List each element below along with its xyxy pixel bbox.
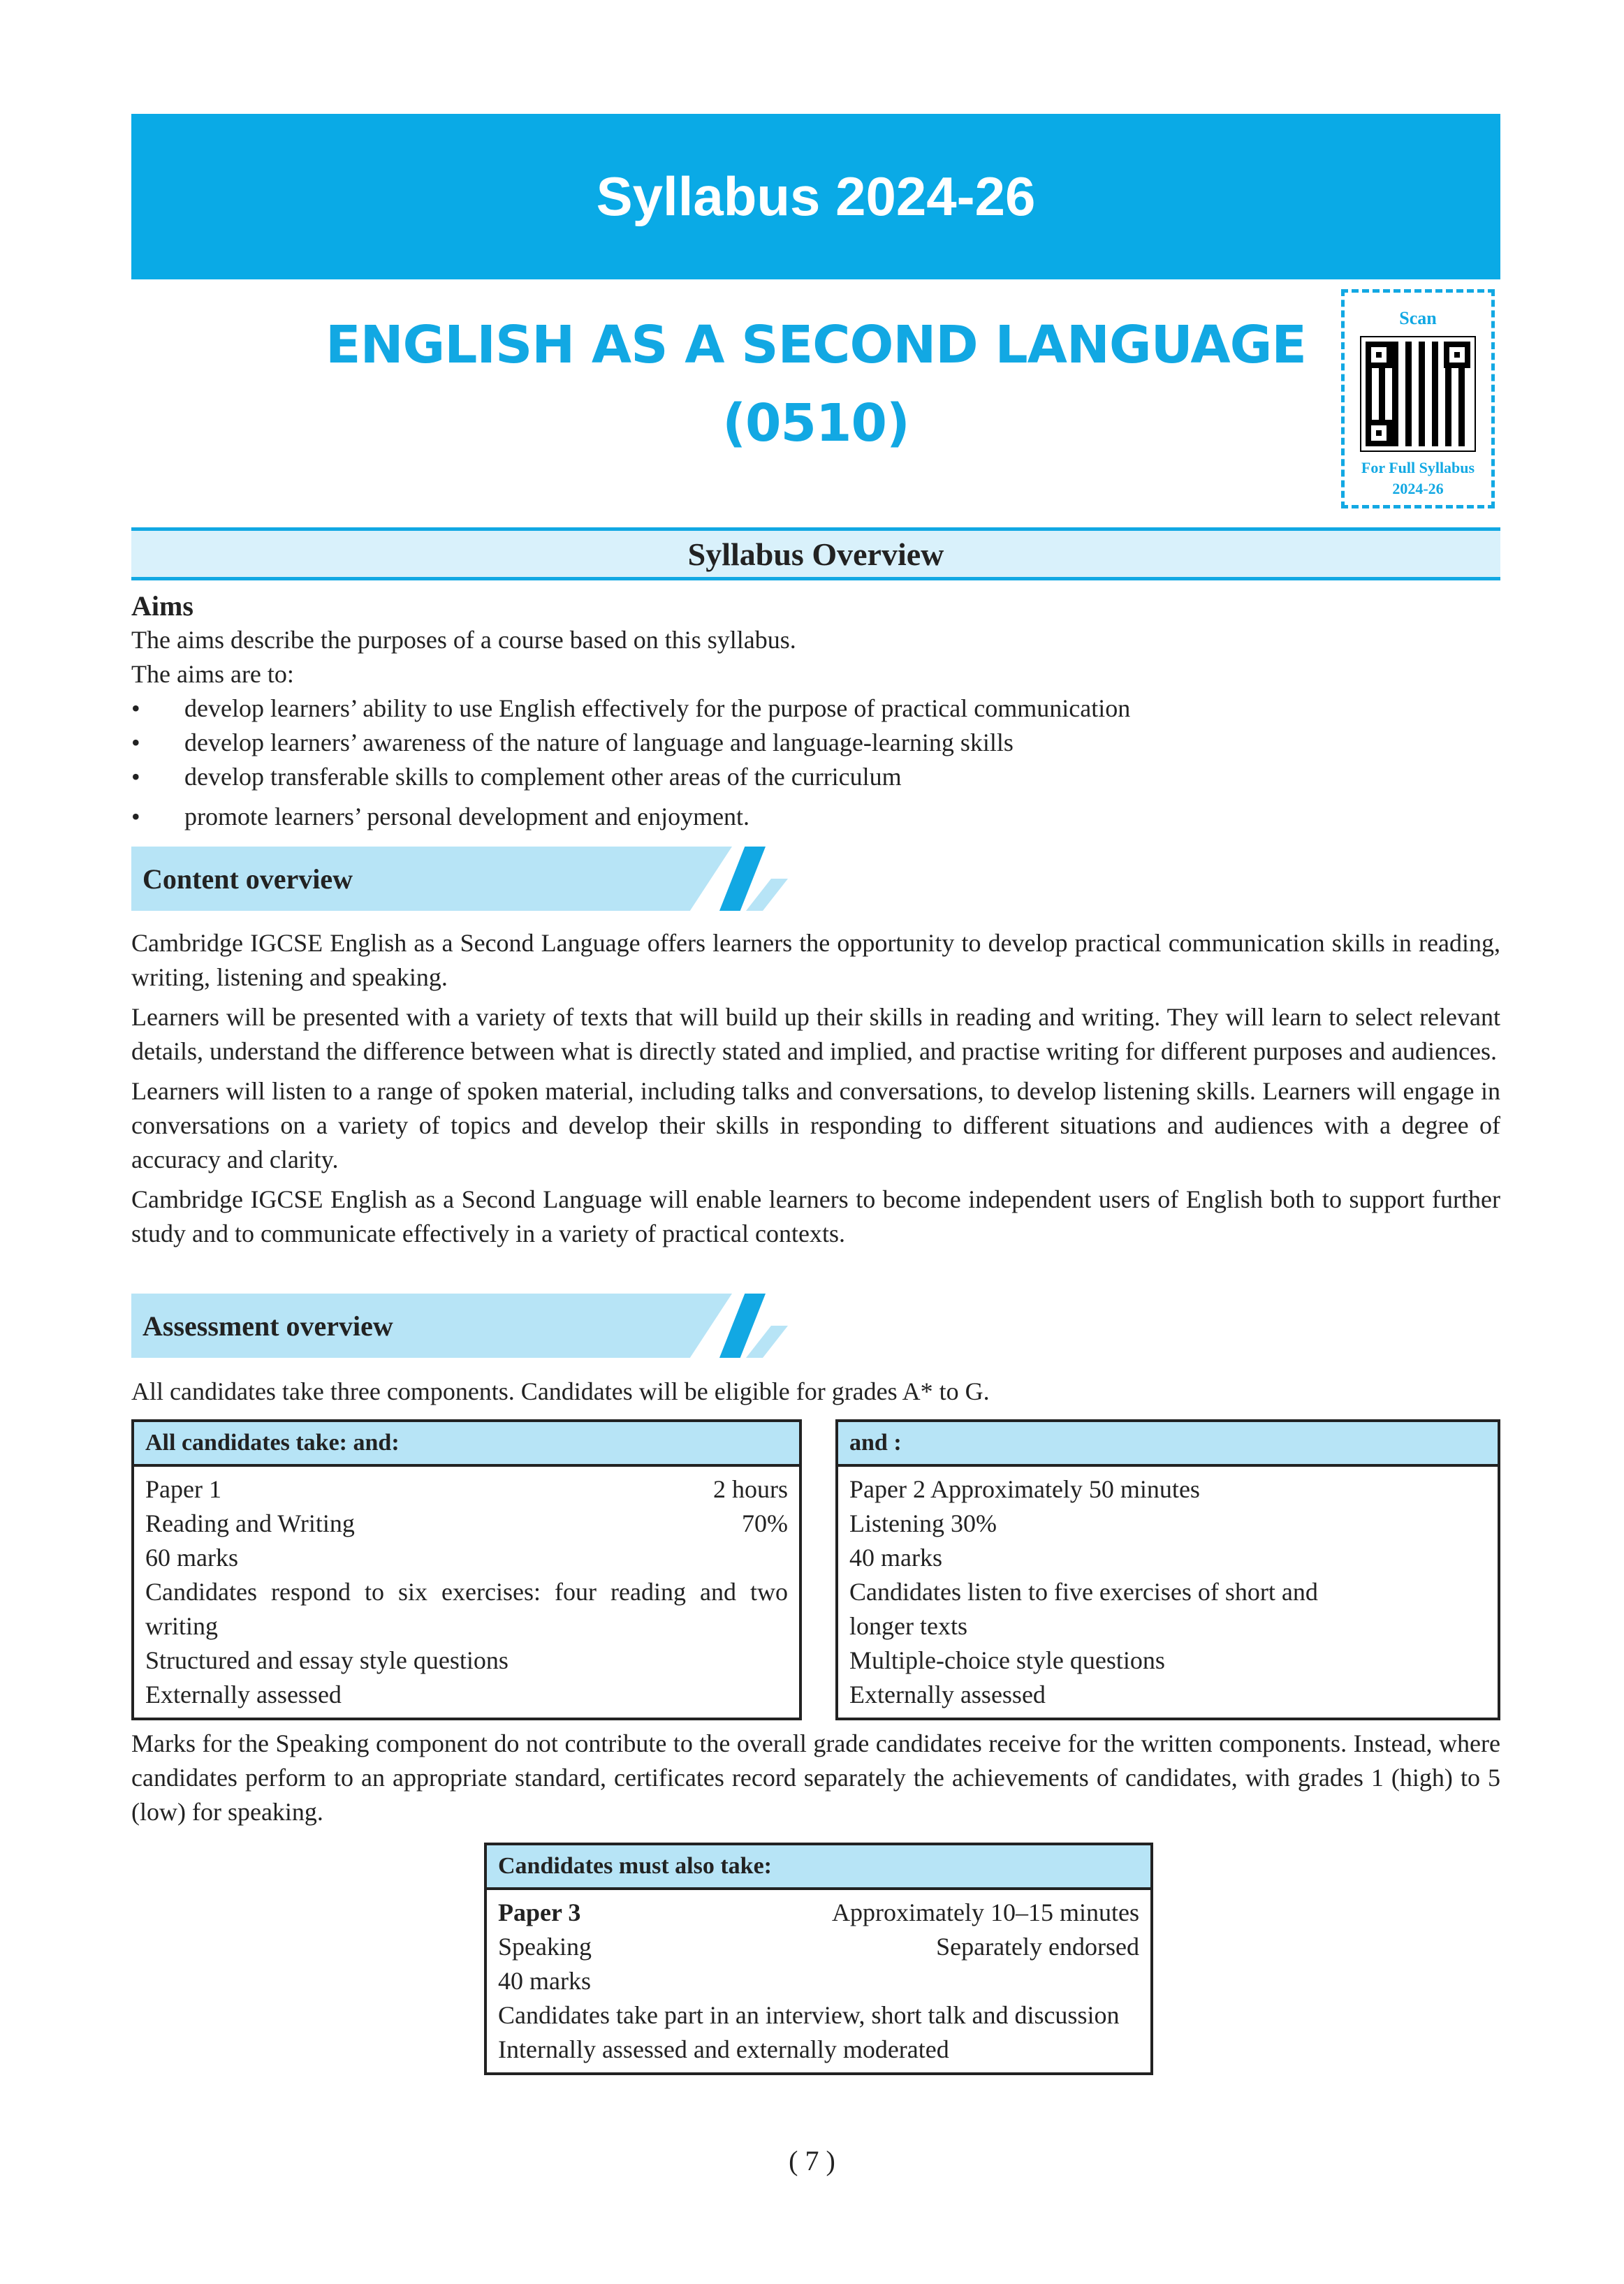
marks: 40 marks — [498, 1967, 591, 1995]
content-overview-heading — [131, 847, 788, 911]
assessment-intro: All candidates take three components. Candidates will be eligible for grades A* to G. — [131, 1377, 990, 1405]
page-number: ( 7 ) — [789, 2145, 835, 2176]
assessment-overview-heading — [131, 1294, 788, 1358]
syllabus-banner — [131, 114, 1500, 279]
paragraph: Learners will be presented with a variety of texts that will build up their skills in reading and writing. They will learn to select relevant details, understand the difference between what is directly stated and implied, and practise writing for different purposes and audiences. — [131, 1003, 1500, 1065]
paper-name: Paper 1 — [145, 1475, 221, 1503]
paragraph: Cambridge IGCSE English as a Second Language will enable learners to become independent users of English both to support further study and to communicate effectively in a variety of practical contexts. — [131, 1185, 1500, 1247]
paper-2-box — [835, 1419, 1500, 1720]
question-style: Multiple-choice style questions — [849, 1646, 1165, 1674]
component-weight: 70% — [742, 1509, 788, 1537]
component-name: Speaking — [498, 1933, 592, 1961]
qr-caption-line2: 2024-26 — [1392, 480, 1444, 497]
component-name: Listening 30% — [849, 1509, 997, 1537]
paragraph: Learners will listen to a range of spoken material, including talks and conversations, to develop listening skills. Learners will engage in conversations on a variety of topics and develop their skills in responding to different situations and audiences with a degree of accuracy and clarity. — [131, 1077, 1500, 1173]
list-item: • develop transferable skills to complement other areas of the curriculum — [131, 760, 1500, 794]
section-heading-label: Content overview — [142, 863, 353, 895]
overview-title: Syllabus Overview — [687, 536, 944, 572]
component-description-2: longer texts — [849, 1612, 967, 1640]
qr-scan-label: Scan — [1399, 308, 1437, 328]
section-heading-label: Assessment overview — [142, 1310, 393, 1342]
component-description: Candidates listen to five exercises of short and — [849, 1578, 1318, 1606]
banner-title: Syllabus 2024-26 — [596, 166, 1036, 227]
syllabus-overview-heading — [131, 527, 1500, 580]
aims-section — [131, 589, 1500, 834]
paper-name: Paper 2 Approximately 50 minutes — [849, 1475, 1200, 1503]
list-item: • develop learners’ awareness of the nature of language and language-learning skills — [131, 726, 1500, 760]
aims-intro-2: The aims are to: — [131, 660, 294, 688]
subject-title-line1: ENGLISH AS A SECOND LANGUAGE — [325, 315, 1306, 375]
box-header: and : — [838, 1422, 1498, 1467]
paper-name: Paper 3 — [498, 1898, 581, 1926]
component-description: Candidates take part in an interview, short talk and discussion — [498, 2001, 1120, 2029]
aims-intro: The aims describe the purposes of a course based on this syllabus. — [131, 626, 796, 654]
qr-code-icon[interactable] — [1361, 337, 1475, 451]
marks: 60 marks — [145, 1544, 238, 1572]
marks: 40 marks — [849, 1544, 942, 1572]
assessment-type: Internally assessed and externally moderated — [498, 2035, 949, 2063]
component-description: Candidates respond to six exercises: four reading and two writing — [145, 1578, 788, 1640]
paper-3-box — [484, 1843, 1153, 2075]
aims-list — [131, 691, 1500, 834]
paper-duration: Approximately 10–15 minutes — [832, 1898, 1139, 1926]
paragraph: Cambridge IGCSE English as a Second Language offers learners the opportunity to develop practical communication skills in reading, writing, listening and speaking. — [131, 929, 1500, 991]
speaking-note — [131, 1727, 1500, 1835]
assessment-type: Externally assessed — [849, 1681, 1046, 1708]
box-header: Candidates must also take: — [487, 1845, 1150, 1890]
assessment-type: Externally assessed — [145, 1681, 342, 1708]
list-item: • develop learners’ ability to use English effectively for the purpose of practical communication — [131, 691, 1500, 726]
list-item: • promote learners’ personal development and enjoyment. — [131, 800, 1500, 834]
paper-duration: 2 hours — [713, 1475, 788, 1503]
paragraph: Marks for the Speaking component do not contribute to the overall grade candidates receive for the written components. Instead, where candidates perform to an appropriate standard, certificates record separately the achievements of candidates, with grades 1 (high) to 5 (low) for speaking. — [131, 1729, 1500, 1826]
box-header: All candidates take: and: — [134, 1422, 799, 1467]
paper-1-box — [131, 1419, 802, 1720]
qr-caption-line1: For Full Syllabus — [1361, 459, 1475, 476]
endorsement: Separately endorsed — [936, 1933, 1139, 1961]
subject-title — [131, 306, 1500, 462]
content-overview-text — [131, 926, 1500, 1257]
aims-heading: Aims — [131, 590, 193, 622]
subject-code: (0510) — [722, 393, 909, 453]
question-style: Structured and essay style questions — [145, 1646, 509, 1674]
qr-code-box[interactable] — [1341, 289, 1495, 508]
component-name: Reading and Writing — [145, 1509, 355, 1537]
